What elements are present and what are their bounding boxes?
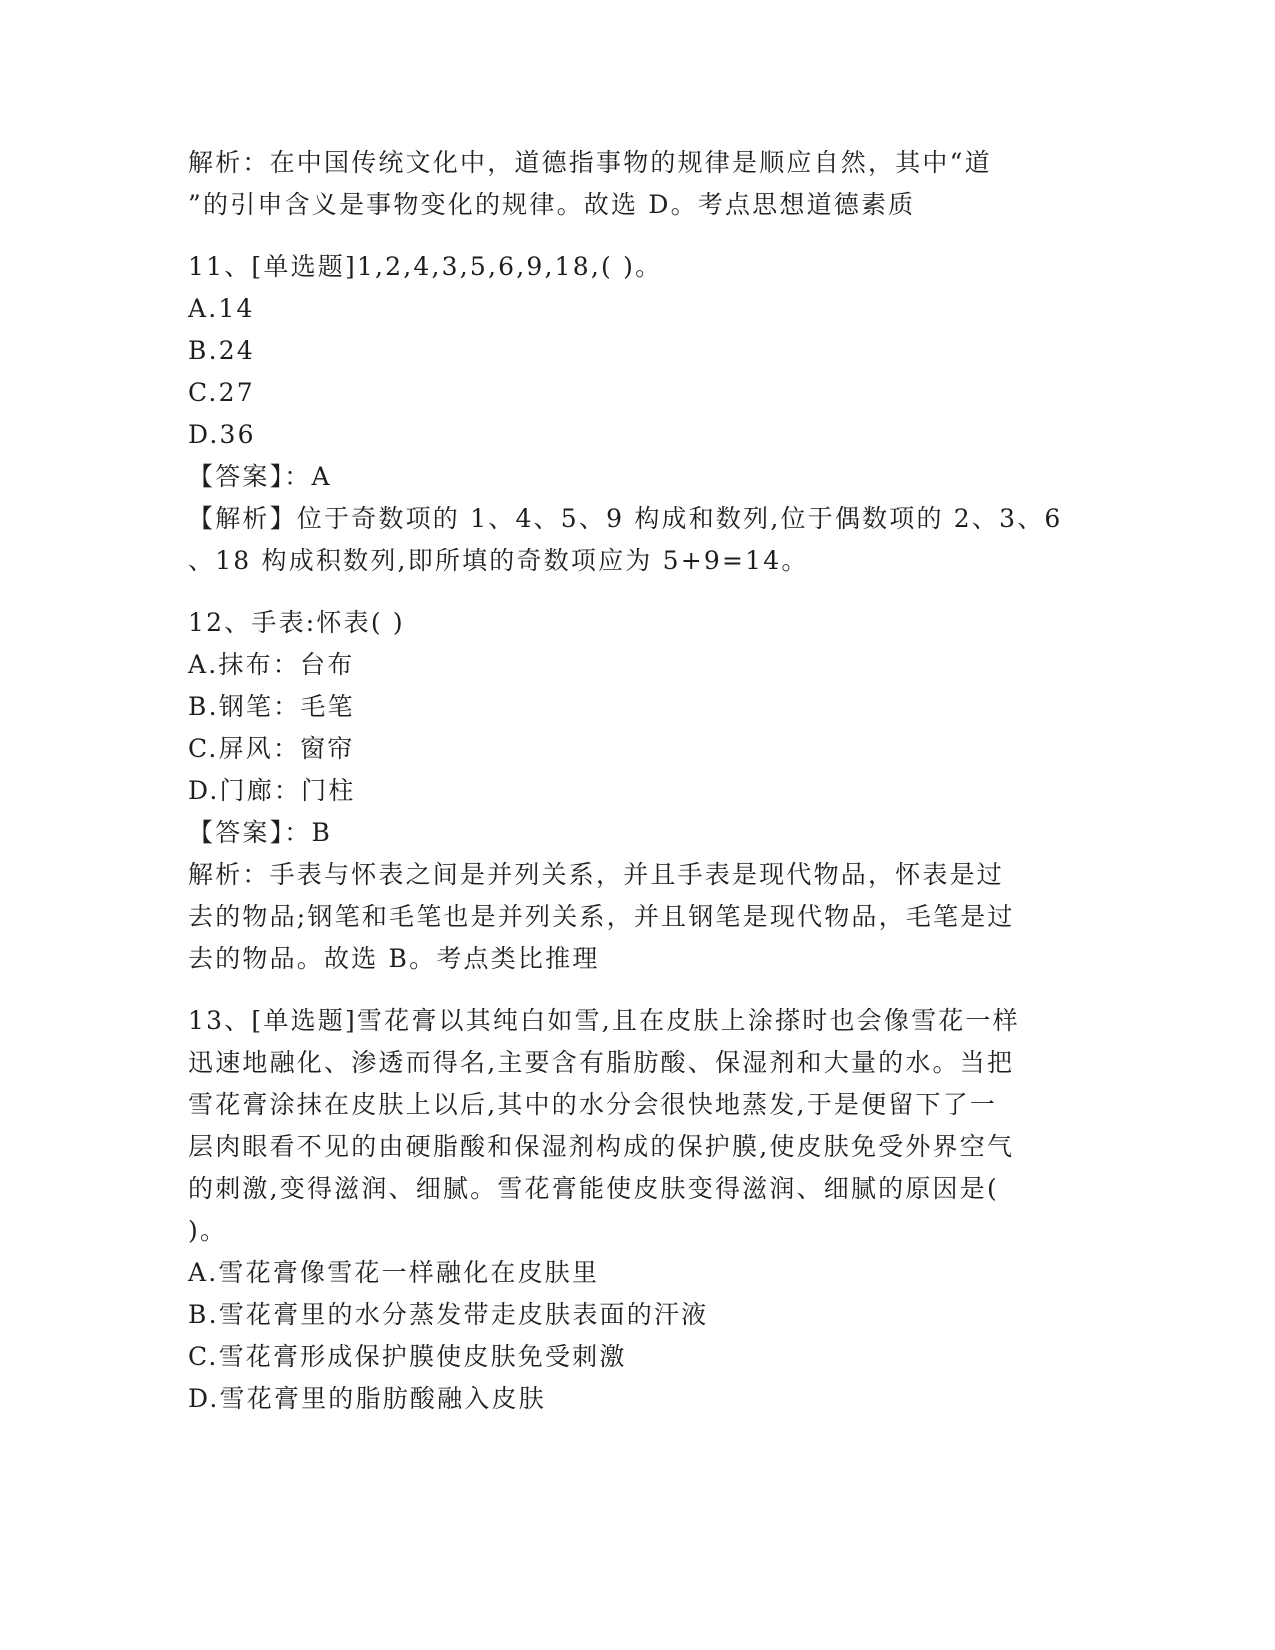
question-11 [188,246,1088,582]
option-b: B.24 [188,336,255,365]
answer-line: 【答案】：B [188,818,333,847]
question-stem-line: 13、[单选题]雪花膏以其纯白如雪,且在皮肤上涂搽时也会像雪花一样 [188,1006,1020,1035]
question-12 [188,602,1088,980]
question-stem-line: 迅速地融化、渗透而得名,主要含有脂肪酸、保湿剂和大量的水。当把 [188,1048,1015,1077]
analysis-line: 解析：手表与怀表之间是并列关系，并且手表是现代物品，怀表是过 [188,860,1005,889]
option-c: C.雪花膏形成保护膜使皮肤免受刺激 [188,1342,627,1371]
analysis-line: 【解析】位于奇数项的 1、4、5、9 构成和数列,位于偶数项的 2、3、6 [188,504,1063,533]
option-b: B.钢笔：毛笔 [188,692,355,721]
answer-line: 【答案】：A [188,462,332,491]
analysis-line: 去的物品。故选 B。考点类比推理 [188,944,600,973]
question-stem-line: 层肉眼看不见的由硬脂酸和保湿剂构成的保护膜,使皮肤免受外界空气 [188,1132,1015,1161]
question-13 [188,1000,1088,1420]
option-d: D.36 [188,420,256,449]
analysis-line: 去的物品;钢笔和毛笔也是并列关系，并且钢笔是现代物品，毛笔是过 [188,902,1015,931]
question-stem-line: 雪花膏涂抹在皮肤上以后,其中的水分会很快地蒸发,于是便留下了一 [188,1090,998,1119]
question-stem-line: 的刺激,变得滋润、细腻。雪花膏能使皮肤变得滋润、细腻的原因是( [188,1174,999,1203]
option-a: A.抹布：台布 [188,650,355,679]
option-c: C.屏风：窗帘 [188,734,355,763]
option-a: A.14 [188,294,255,323]
option-c: C.27 [188,378,255,407]
option-b: B.雪花膏里的水分蒸发带走皮肤表面的汗液 [188,1300,709,1329]
analysis-line: ”的引申含义是事物变化的规律。故选 D。考点思想道德素质 [188,190,916,219]
question-stem: 12、手表:怀表( ) [188,608,405,637]
document-page [188,142,1088,1420]
option-d: D.雪花膏里的脂肪酸融入皮肤 [188,1384,546,1413]
analysis-line: 解析：在中国传统文化中，道德指事物的规律是顺应自然，其中“道 [188,148,992,177]
analysis-line: 、18 构成积数列,即所填的奇数项应为 5+9=14。 [188,546,809,575]
option-d: D.门廊：门柱 [188,776,356,805]
q10-analysis [188,142,1088,226]
question-stem: 11、[单选题]1,2,4,3,5,6,9,18,( )。 [188,252,663,281]
question-stem-line: )。 [188,1216,228,1245]
option-a: A.雪花膏像雪花一样融化在皮肤里 [188,1258,600,1287]
